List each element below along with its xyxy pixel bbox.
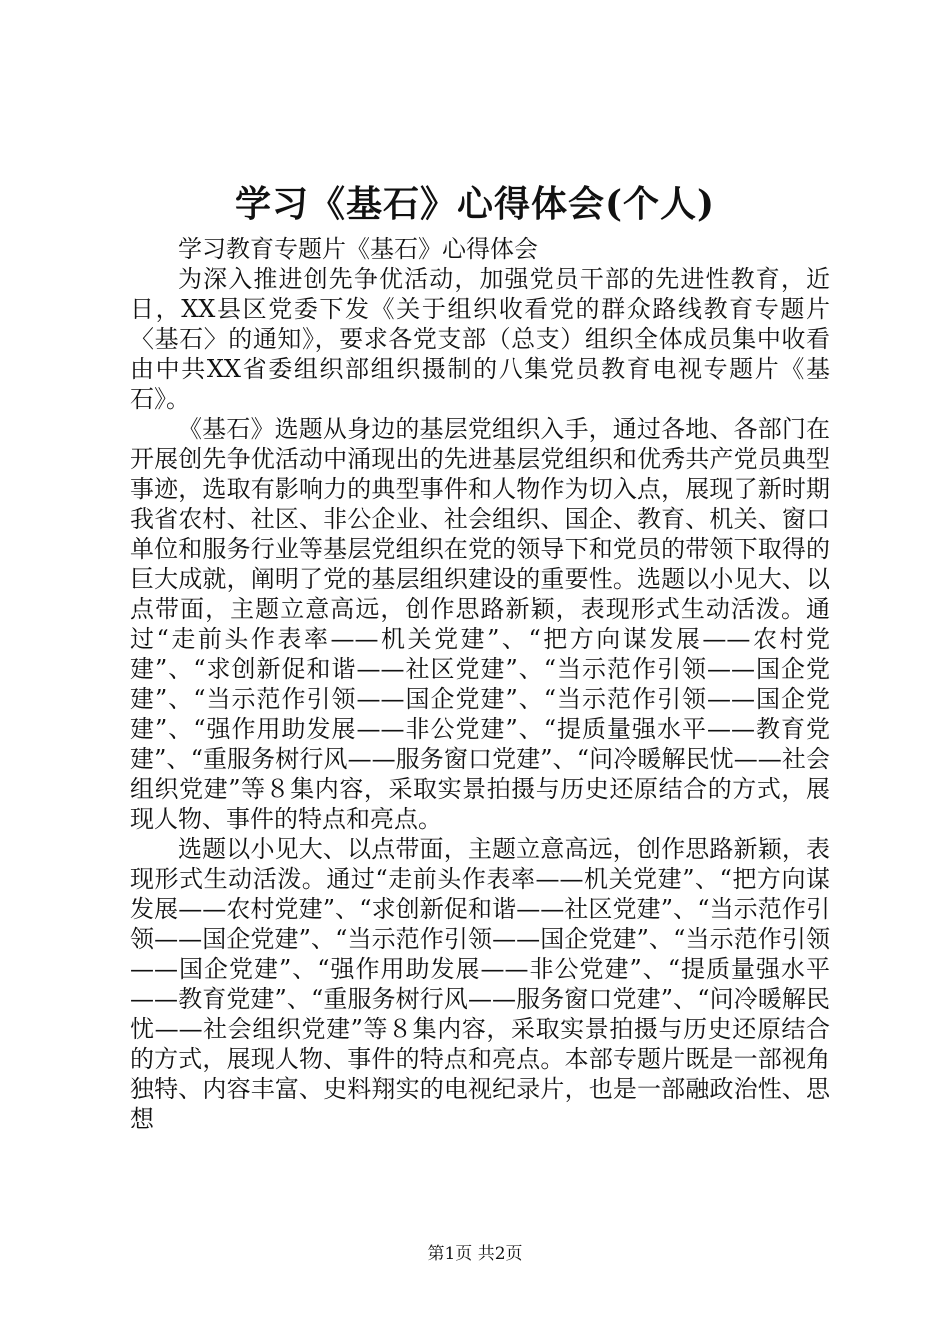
- document-title: 学习《基石》心得体会(个人): [234, 183, 716, 225]
- document-subtitle: 学习教育专题片《基石》心得体会: [178, 235, 538, 263]
- page-number-footer: 第1页 共2页: [427, 1244, 523, 1264]
- paragraph: 为深入推进创先争优活动，加强党员干部的先进性教育，近日，XX县区党委下发《关于组织收看党的群众路线教育专题片〈基石〉的通知》，要求各党支部（总支）组织全体成员集中收看由中共XX省委组织部组织摄制的八集党员教育电视专题片《基石》。: [130, 265, 830, 413]
- paragraph: 《基石》选题从身边的基层党组织入手，通过各地、各部门在开展创先争优活动中涌现出的先进基层党组织和优秀共产党员典型事迹，选取有影响力的典型事件和人物作为切入点，展现了新时期我省农村、社区、非公企业、社会组织、国企、教育、机关、窗口单位和服务行业等基层党组织在党的领导下和党员的带领下取得的巨大成就，阐明了党的基层组织建设的重要性。选题以小见大、以点带面，主题立意高远，创作思路新颖，表现形式生动活泼。通过“走前头作表率——机关党建”、“把方向谋发展——农村党建”、“求创新促和谐——社区党建”、“当示范作引领——国企党建”、“当示范作引领——国企党建”、“当示范作引领——国企党建”、“强作用助发展——非公党建”、“提质量强水平——教育党建”、“重服务树行风——服务窗口党建”、“问冷暖解民忧——社会组织党建”等８集内容，采取实景拍摄与历史还原结合的方式，展现人物、事件的特点和亮点。: [130, 415, 830, 833]
- document-body: [130, 234, 830, 1134]
- paragraph: 选题以小见大、以点带面，主题立意高远，创作思路新颖，表现形式生动活泼。通过“走前头作表率——机关党建”、“把方向谋发展——农村党建”、“求创新促和谐——社区党建”、“当示范作引领——国企党建”、“当示范作引领——国企党建”、“当示范作引领——国企党建”、“强作用助发展——非公党建”、“提质量强水平——教育党建”、“重服务树行风——服务窗口党建”、“问冷暖解民忧——社会组织党建”等８集内容，采取实景拍摄与历史还原结合的方式，展现人物、事件的特点和亮点。本部专题片既是一部视角独特、内容丰富、史料翔实的电视纪录片，也是一部融政治性、思想: [130, 835, 830, 1133]
